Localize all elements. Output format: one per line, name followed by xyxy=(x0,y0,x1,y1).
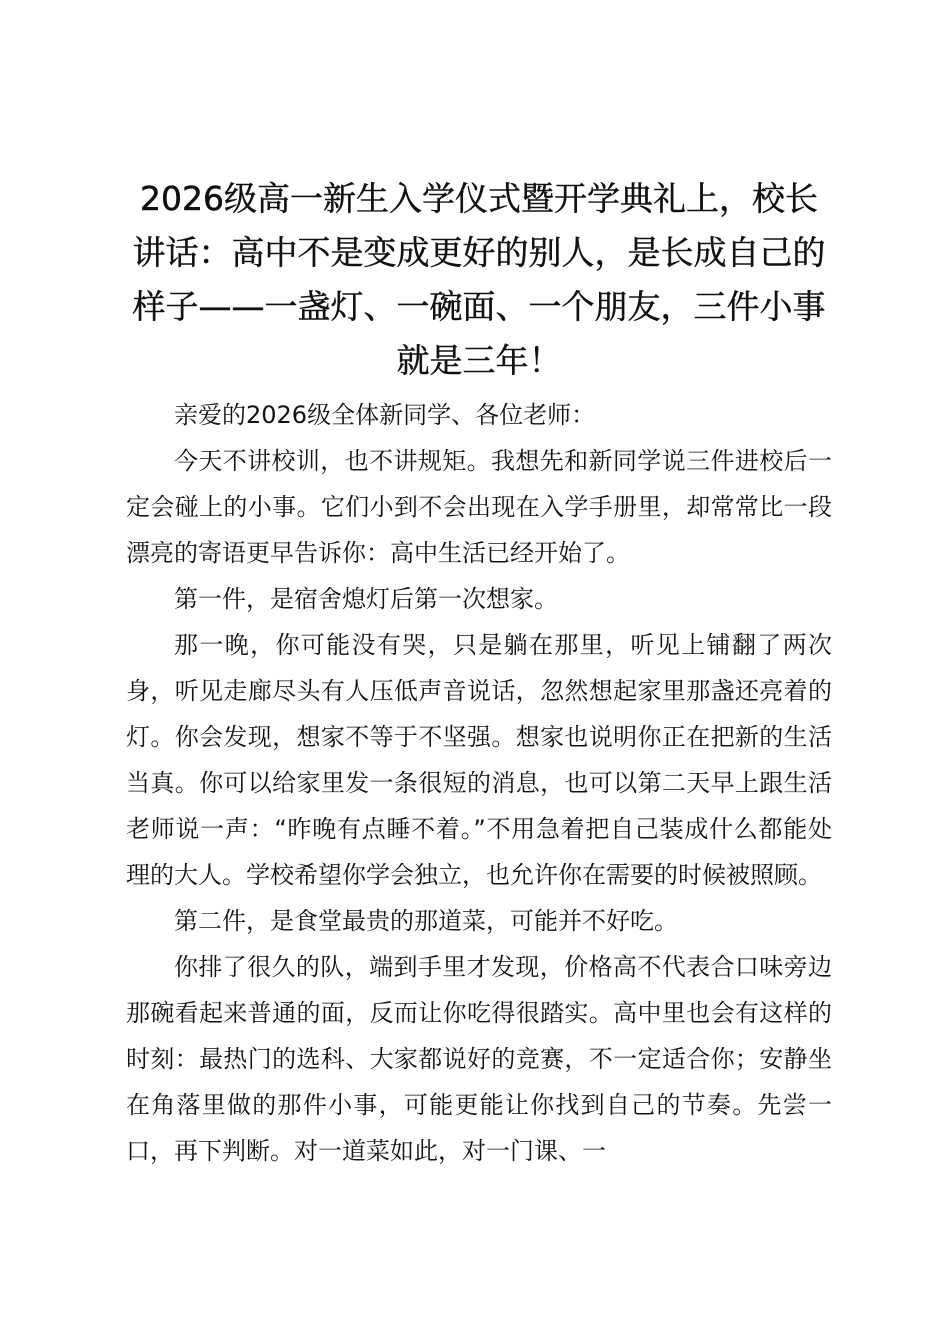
paragraph: 那一晚，你可能没有哭，只是躺在那里，听见上铺翻了两次身，听见走廊尽头有人压低声音说话，忽然想起家里那盏还亮着的灯。你会发现，想家不等于不坚强。想家也说明你正在把新的生活当真。你可以给家里发一条很短的消息，也可以第二天早上跟生活老师说一声：“昨晚有点睡不着。”不用急着把自己装成什么都能处理的大人。学校希望你学会独立，也允许你在需要的时候被照顾。 xyxy=(126,631,832,889)
paragraph: 第一件，是宿舍熄灯后第一次想家。 xyxy=(174,585,558,613)
paragraph: 你排了很久的队，端到手里才发现，价格高不代表合口味旁边那碗看起来普通的面，反而让你吃得很踏实。高中里也会有这样的时刻：最热门的选科、大家都说好的竞赛，不一定适合你；安静坐在角落里做的那件小事，可能更能让你找到自己的节奏。先尝一口，再下判断。对一道菜如此，对一门课、一 xyxy=(126,953,832,1165)
paragraph: 第二件，是食堂最贵的那道菜，可能并不好吃。 xyxy=(174,907,678,935)
paragraph: 今天不讲校训，也不讲规矩。我想先和新同学说三件进校后一定会碰上的小事。它们小到不会出现在入学手册里，却常常比一段漂亮的寄语更早告诉你：高中生活已经开始了。 xyxy=(126,447,832,567)
salutation: 亲爱的2026级全体新同学、各位老师： xyxy=(174,401,596,429)
document-page xyxy=(126,172,832,1174)
document-title: 2026级高一新生入学仪式暨开学典礼上，校长讲话：高中不是变成更好的别人，是长成自己的样子——一盏灯、一碗面、一个朋友，三件小事就是三年！ xyxy=(132,179,826,380)
